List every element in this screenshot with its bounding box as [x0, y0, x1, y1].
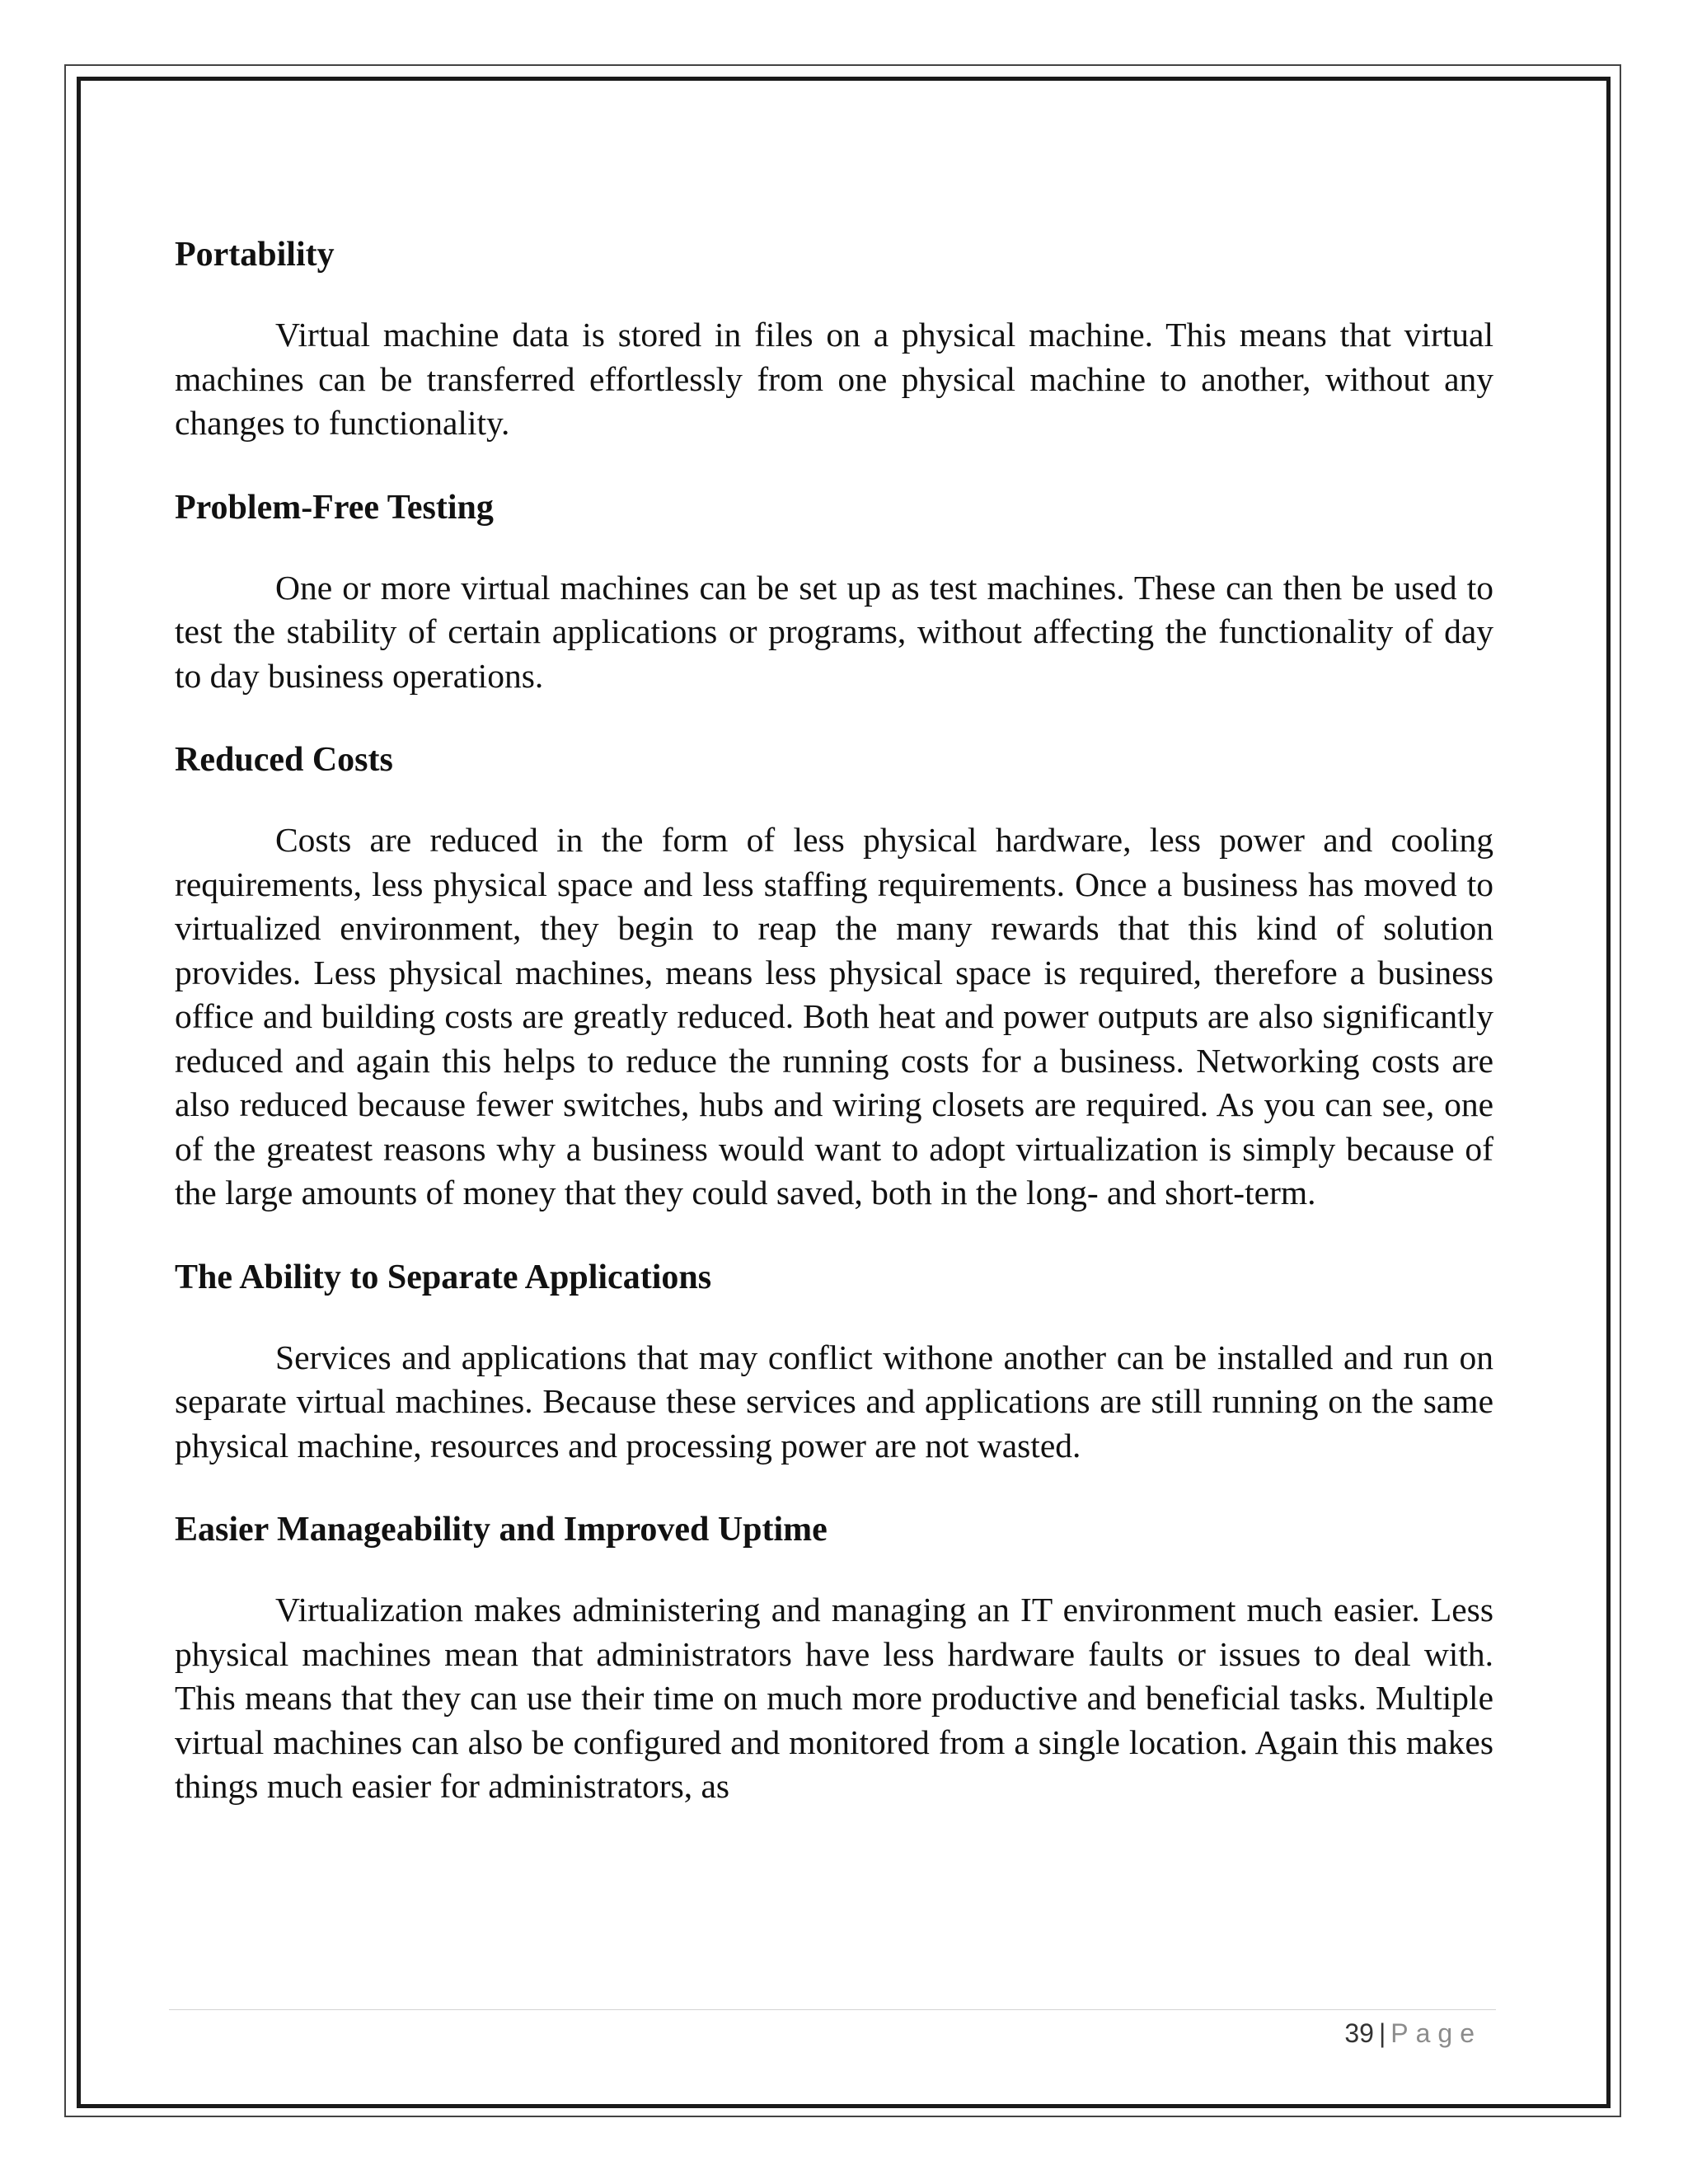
section-body: Virtualization makes administering and managing an IT environment much easier. Less physical machines mean that administrators have less hardware faults or issues to deal with. This means that they can use their time on much more productive and beneficial tasks. Multiple virtual machines can also be configured and monitored from a single location. Again this makes things much easier for administrators, as [175, 1591, 1493, 1805]
section-body: Virtual machine data is stored in files on a physical machine. This means that virtual machines can be transferred effortlessly from one physical machine to another, without any changes to functionality. [175, 316, 1493, 442]
section-heading: Problem-Free Testing [175, 488, 494, 527]
section-separate-applications [175, 1255, 1493, 1469]
page-label: Page [1390, 2018, 1482, 2048]
section-manageability-uptime [175, 1507, 1493, 1809]
section-heading: Easier Manageability and Improved Uptime [175, 1511, 828, 1549]
section-heading: Reduced Costs [175, 741, 393, 779]
footer-divider [169, 2009, 1496, 2010]
page-number: 39 [1344, 2018, 1374, 2048]
document-content [175, 232, 1493, 1849]
section-problem-free-testing [175, 485, 1493, 699]
footer-separator: | [1378, 2018, 1386, 2048]
section-heading: Portability [175, 236, 335, 274]
section-heading: The Ability to Separate Applications [175, 1258, 712, 1296]
section-body: Services and applications that may conflict withone another can be installed and run on separate virtual machines. Because these services and applications are still running on the same physical machine, resources and processing power are not wasted. [175, 1338, 1493, 1465]
page-footer [1344, 2013, 1482, 2053]
section-portability [175, 232, 1493, 446]
section-reduced-costs [175, 738, 1493, 1216]
section-body: One or more virtual machines can be set up as test machines. These can then be used to test the stability of certain applications or programs, without affecting the functionality of day to day business operations. [175, 568, 1493, 695]
section-body: Costs are reduced in the form of less physical hardware, less power and cooling requirements, less physical space and less staffing requirements. Once a business has moved to virtualized environment, they begin to reap the many rewards that this kind of solution provides. Less physical machines, means less physical space is required, therefore a business office and building costs are greatly reduced. Both heat and power outputs are also significantly reduced and again this helps to reduce the running costs for a business. Networking costs are also reduced because fewer switches, hubs and wiring closets are required. As you can see, one of the greatest reasons why a business would want to adopt virtualization is simply because of the large amounts of money that they could saved, both in the long- and short-term. [175, 821, 1493, 1212]
